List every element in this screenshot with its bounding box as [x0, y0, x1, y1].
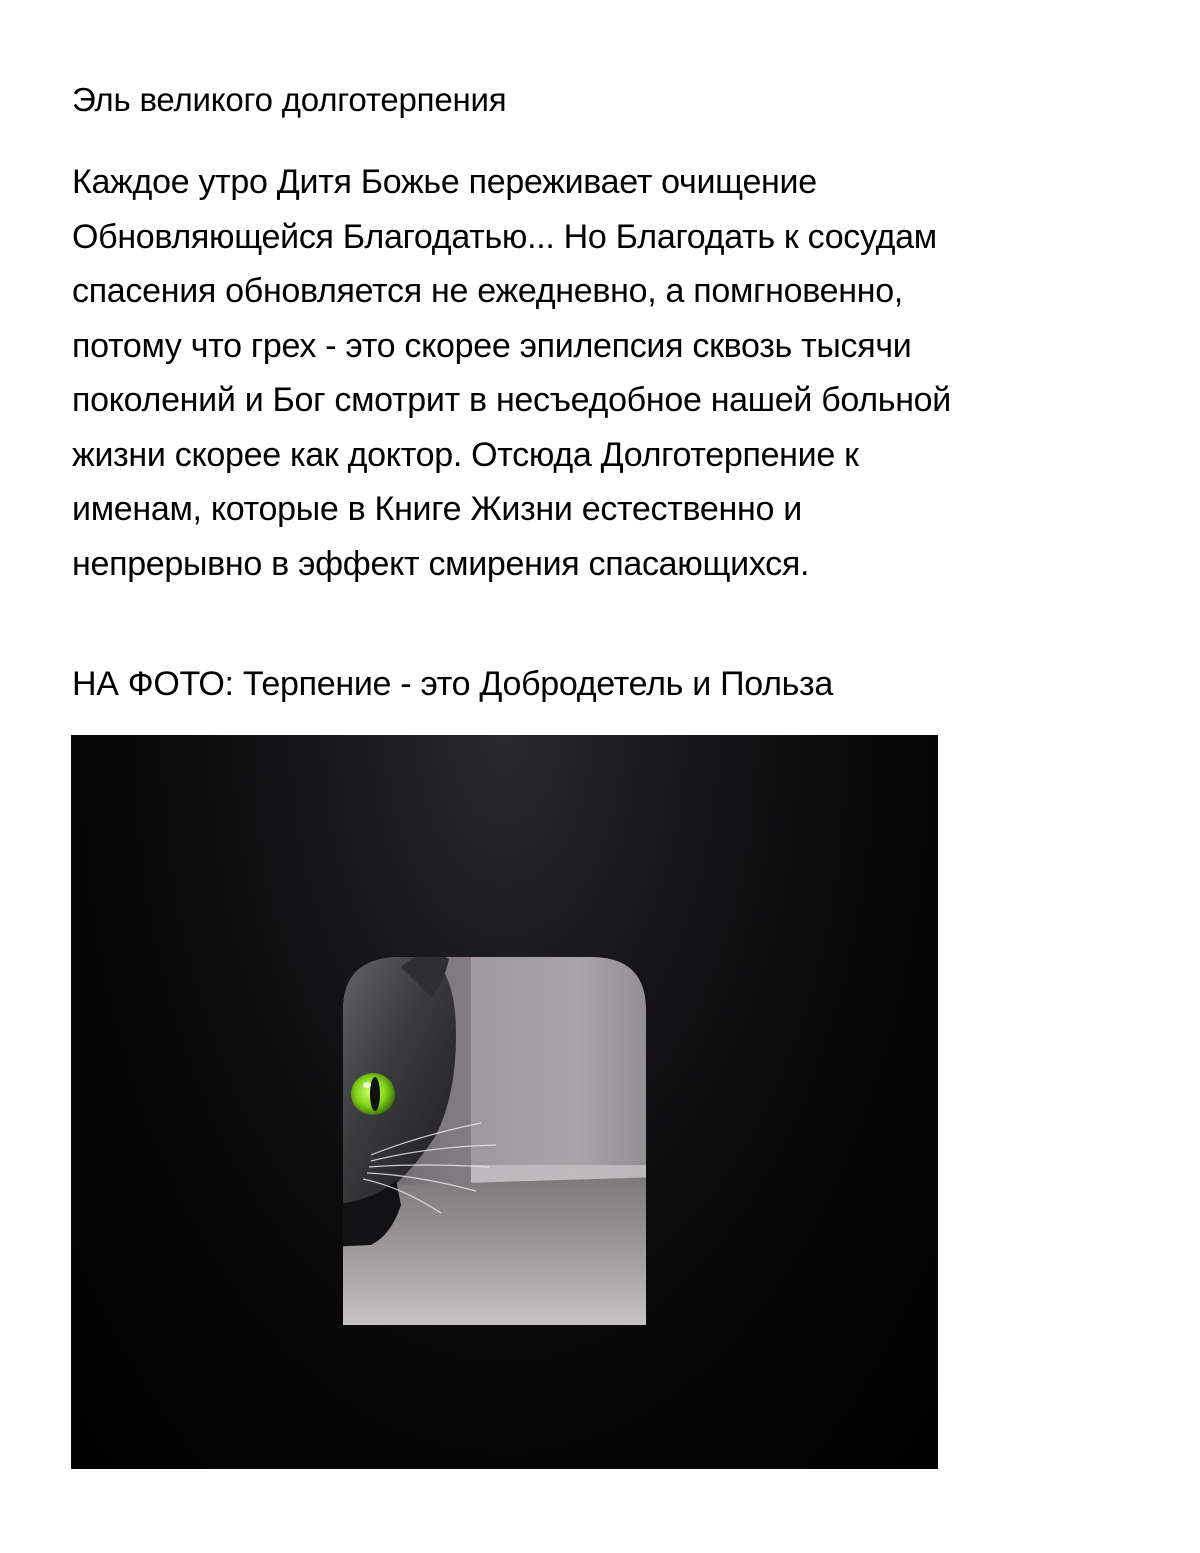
body-line: жизни скорее как доктор. Отсюда Долготерпение к [72, 435, 859, 474]
cat-photo [71, 735, 938, 1469]
body-paragraph [72, 155, 1162, 591]
cat-in-doorway-illustration [71, 735, 938, 1469]
body-line: поколений и Бог смотрит в несъедобное нашей больной [72, 381, 951, 419]
body-line: Каждое утро Дитя Божье переживает очищение [72, 163, 817, 201]
photo-caption: НА ФОТО: Терпение - это Добродетель и Польза [72, 665, 833, 703]
body-line: именам, которые в Книге Жизни естественно и [72, 490, 802, 528]
body-line: непрерывно в эффект смирения спасающихся. [72, 544, 810, 583]
body-line: потому что грех - это скорее эпилепсия сквозь тысячи [72, 326, 912, 365]
body-line: Обновляющейся Благодатью... Но Благодать к сосудам [72, 217, 937, 256]
body-line: спасения обновляется не ежедневно, а помгновенно, [72, 272, 903, 310]
document-title: Эль великого долготерпения [72, 81, 507, 118]
